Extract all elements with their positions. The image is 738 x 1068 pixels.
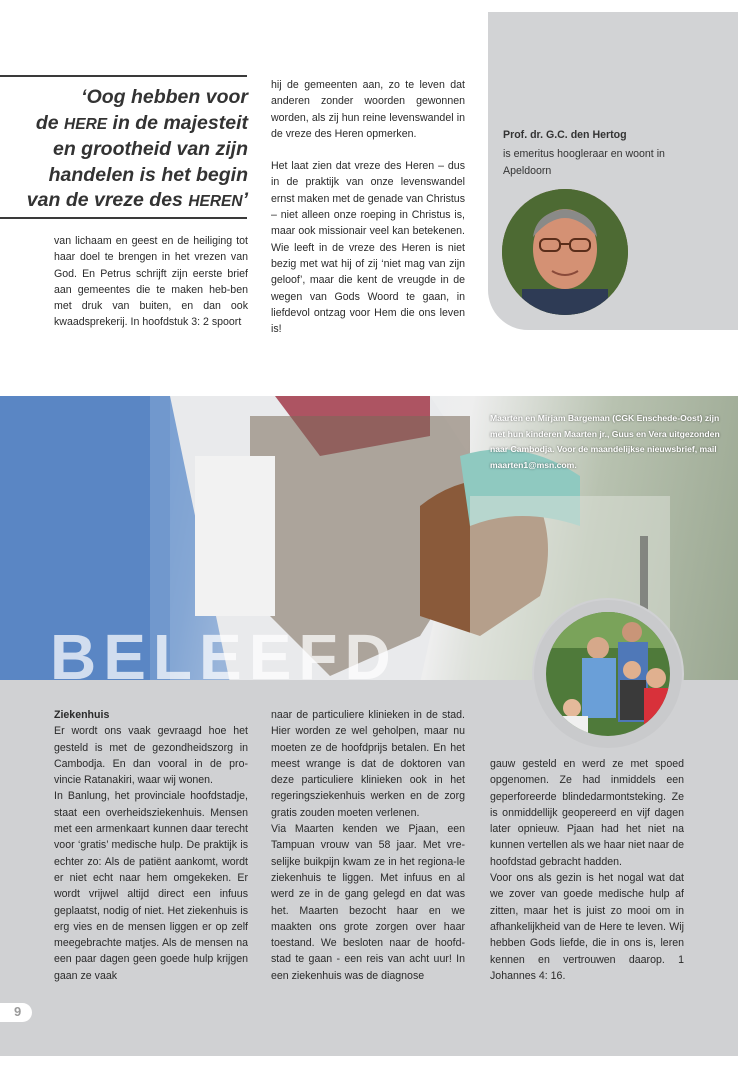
section-subheading: Ziekenhuis (54, 709, 110, 721)
bottom-column-1 (54, 707, 248, 984)
page-number: 9 (14, 1004, 22, 1019)
family-photo (532, 598, 684, 750)
author-name: Prof. dr. G.C. den Hertog (503, 129, 627, 141)
author-box (488, 12, 738, 330)
author-bio: is emeritus hoogleraar en woont in Apeldoorn (503, 148, 665, 177)
page-number-tab (0, 1003, 32, 1022)
author-portrait (502, 189, 628, 315)
photo-caption: Maarten en Mirjam Bargeman (CGK Enschede-Oost) zijn met hun kinderen Maarten jr., Guus en Vera uitgezonden naar Cambodja. Voor de maandelijkse nieuwsbrief, mail maarten1@msn.com. (490, 413, 720, 470)
portrait-illustration (502, 189, 628, 315)
body-paragraph: Er wordt ons vaak gevraagd hoe het gesteld is met de gezondheidszorg in Cambodja. En dan vooral in de pro-vincie Ratanakiri, waar wij wonen. (54, 725, 248, 787)
section-title: BELEEFD (50, 621, 398, 693)
pull-quote: ‘Oog hebben voor de HERE in de majesteit en grootheid van zijn handelen is het begin van de vreze des HEREN’ (26, 86, 248, 212)
body-paragraph: hij de gemeenten aan, zo te leven dat anderen zonder woorden gewonnen worden, als zij hun reine levenswandel in de vreze des Heren opmerken. (271, 79, 465, 140)
bottom-column-3 (490, 756, 684, 984)
body-paragraph: In Banlung, het provinciale hoofdstadje, staat een overheidsziekenhuis. Mensen met een armenkaart kunnen daar terecht voor ‘gratis’ medische hulp. De praktijk is echter zo: Als de patiënt aankomt, wordt er niet echt naar hem omgekeken. Er wordt vrijwel altijd direct een infuus geplaatst, nodig of niet. Het ziekenhuis is erg vies en de mensen liggen er op zelf meegebrachte matjes. Als de mensen na een paar dagen geen goede hulp krijgen gaan ze vaak (54, 790, 248, 982)
body-paragraph: van lichaam en geest en de heiliging tot haar doel te brengen in het vrezen van God. En Petrus schrijft zijn eerste brief aan gemeentes die te maken heb-ben met druk van buiten, en dan ook kwaadsprekerij. In hoofdstuk 3: 2 spoort (54, 235, 248, 329)
body-paragraph: naar de particuliere klinieken in de stad. Hier worden ze wel geholpen, maar nu moeten ze de hoofdprijs betalen. En het meest wrange is dat de doktoren van deze particuliere klinieken ook in het regeringsziekenhuis werken en de zorg gratis zouden moeten verlenen. (271, 709, 465, 819)
top-column-2 (271, 77, 465, 337)
body-paragraph: Voor ons als gezin is het nogal wat dat we zover van goede medische hulp af zitten, maar het is juist zo mooi om in afhankelijkheid van de Here te leven. Wij hebben Gods liefde, die in ons is, leren kennen en vertrouwen daarop. 1 Johannes 4: 16. (490, 872, 684, 982)
quote-bottom-rule (0, 217, 247, 219)
body-paragraph: gauw gesteld en werd ze met spoed opgenomen. Ze had inmiddels een geperforeerde blindedarmontsteking. Ze is onmiddellijk geopereerd en vijf dagen later opnieuw. Pjaan had het niet na kunnen vertellen als we haar niet naar de hoofdstad gebracht hadden. (490, 758, 684, 868)
family-photo-illustration (532, 598, 684, 750)
body-paragraph: Het laat zien dat vreze des Heren – dus in de praktijk van onze levenswandel ernst maken met de genade van Christus – niet alleen onze roeping in Christus is, maar ook missionair veel kan betekenen. Wie leeft in de vreze des Heren is niet bezig met wat hij of zij ‘niet mag van zijn geloof’, maar die kent de vreugde in de wegen van Gods Woord te gaan, in liefdevol ontzag voor Hem die ons leven is! (271, 160, 465, 336)
top-column-1 (54, 233, 248, 331)
bottom-column-2 (271, 707, 465, 984)
body-paragraph: Via Maarten kenden we Pjaan, een Tampuan vrouw van 58 jaar. Met vre-selijke buikpijn kwam ze in het regiona-le ziekenhuis te liggen. Met infuus en al werd ze in de gang gelegd en dat was het. Maarten bezocht haar en we maakten ons grote zorgen over haar toestand. We besloten naar de hoofd-stad te gaan - een reis van acht uur! In een ziekenhuis was de diagnose (271, 823, 465, 982)
quote-top-rule (0, 75, 247, 77)
